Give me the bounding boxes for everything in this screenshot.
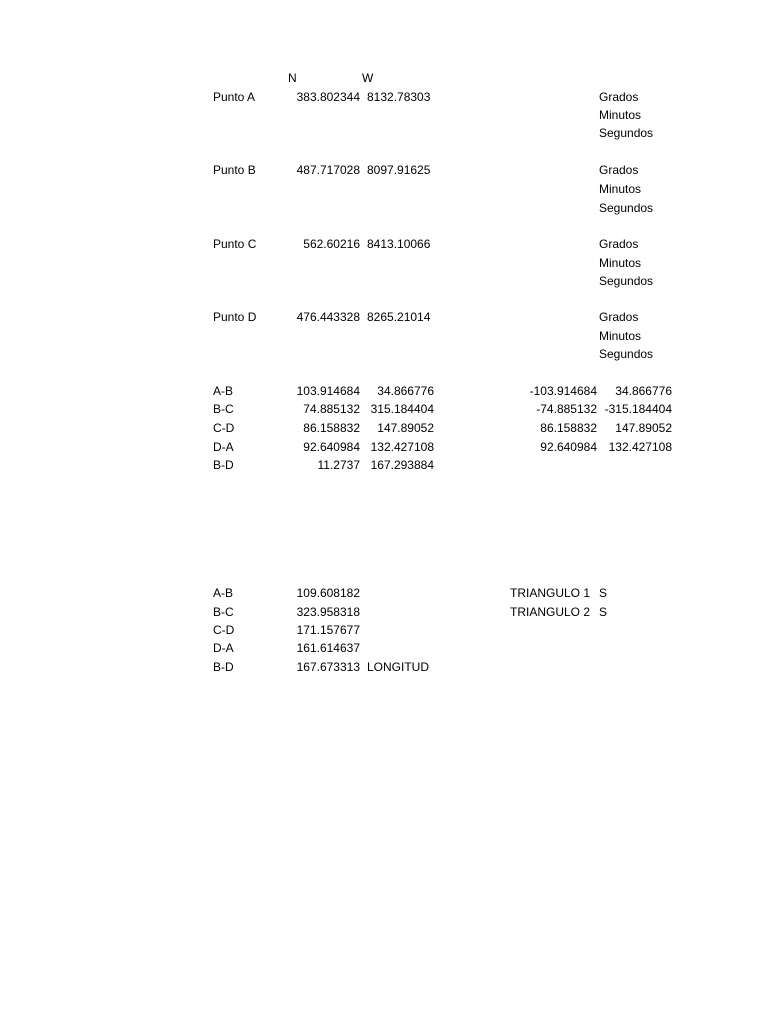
point-c-n: 562.60216 [303, 237, 360, 251]
diff-n-cd: 86.158832 [303, 421, 360, 435]
diff-w-ab: 34.866776 [377, 384, 434, 398]
point-c-grados: Grados [599, 237, 639, 251]
longitud-note: LONGITUD [367, 660, 430, 674]
point-a-minutos: Minutos [599, 108, 642, 122]
point-d-w: 8265.21014 [367, 310, 431, 324]
dist-label-bd: B-D [213, 660, 234, 674]
point-a-label: Punto A [213, 90, 256, 104]
diff-n2-da: 92.640984 [540, 440, 597, 454]
dist-label-cd: C-D [213, 623, 235, 637]
point-a-grados: Grados [599, 90, 639, 104]
dist-value-ab: 109.608182 [296, 586, 360, 600]
point-d-grados: Grados [599, 310, 639, 324]
point-c-segundos: Segundos [599, 274, 654, 288]
diff-label-ab: A-B [213, 384, 234, 398]
diff-n-ab: 103.914684 [296, 384, 360, 398]
point-b-grados: Grados [599, 163, 639, 177]
point-a-w: 8132.78303 [367, 90, 431, 104]
point-d-n: 476.443328 [296, 310, 360, 324]
point-b-minutos: Minutos [599, 182, 642, 196]
diff-n-bd: 11.2737 [317, 458, 360, 472]
point-b-n: 487.717028 [296, 163, 360, 177]
triangle-1-value: S [599, 586, 608, 600]
dist-label-ab: A-B [213, 586, 234, 600]
point-a-n: 383.802344 [296, 90, 360, 104]
diff-w2-cd: 147.89052 [615, 421, 672, 435]
header-w: W [362, 71, 374, 85]
dist-label-da: D-A [213, 641, 234, 655]
dist-label-bc: B-C [213, 605, 234, 619]
point-b-w: 8097.91625 [367, 163, 431, 177]
diff-n2-bc: -74.885132 [536, 402, 597, 416]
triangle-2-value: S [599, 605, 608, 619]
diff-label-cd: C-D [213, 421, 235, 435]
point-b-segundos: Segundos [599, 201, 654, 215]
point-c-minutos: Minutos [599, 256, 642, 270]
point-a-segundos: Segundos [599, 126, 654, 140]
diff-label-bd: B-D [213, 458, 234, 472]
diff-w2-ab: 34.866776 [615, 384, 672, 398]
diff-w2-bc: -315.184404 [604, 402, 672, 416]
header-n: N [288, 71, 297, 85]
diff-label-da: D-A [213, 440, 234, 454]
diff-w-bc: 315.184404 [370, 402, 434, 416]
diff-n-da: 92.640984 [303, 440, 360, 454]
point-c-w: 8413.10066 [367, 237, 431, 251]
triangle-2-label: TRIANGULO 2 [510, 605, 591, 619]
diff-w-bd: 167.293884 [370, 458, 434, 472]
diff-w-cd: 147.89052 [377, 421, 434, 435]
diff-w2-da: 132.427108 [608, 440, 672, 454]
dist-value-da: 161.614637 [296, 641, 360, 655]
diff-n2-cd: 86.158832 [540, 421, 597, 435]
diff-n2-ab: -103.914684 [529, 384, 597, 398]
diff-n-bc: 74.885132 [303, 402, 360, 416]
dist-value-bc: 323.958318 [296, 605, 360, 619]
triangle-1-label: TRIANGULO 1 [510, 586, 591, 600]
point-d-minutos: Minutos [599, 329, 642, 343]
diff-label-bc: B-C [213, 402, 234, 416]
dist-value-cd: 171.157677 [296, 623, 360, 637]
diff-w-da: 132.427108 [370, 440, 434, 454]
point-d-segundos: Segundos [599, 347, 654, 361]
dist-value-bd: 167.673313 [296, 660, 360, 674]
point-c-label: Punto C [213, 237, 257, 251]
point-d-label: Punto D [213, 310, 257, 324]
point-b-label: Punto B [213, 163, 256, 177]
